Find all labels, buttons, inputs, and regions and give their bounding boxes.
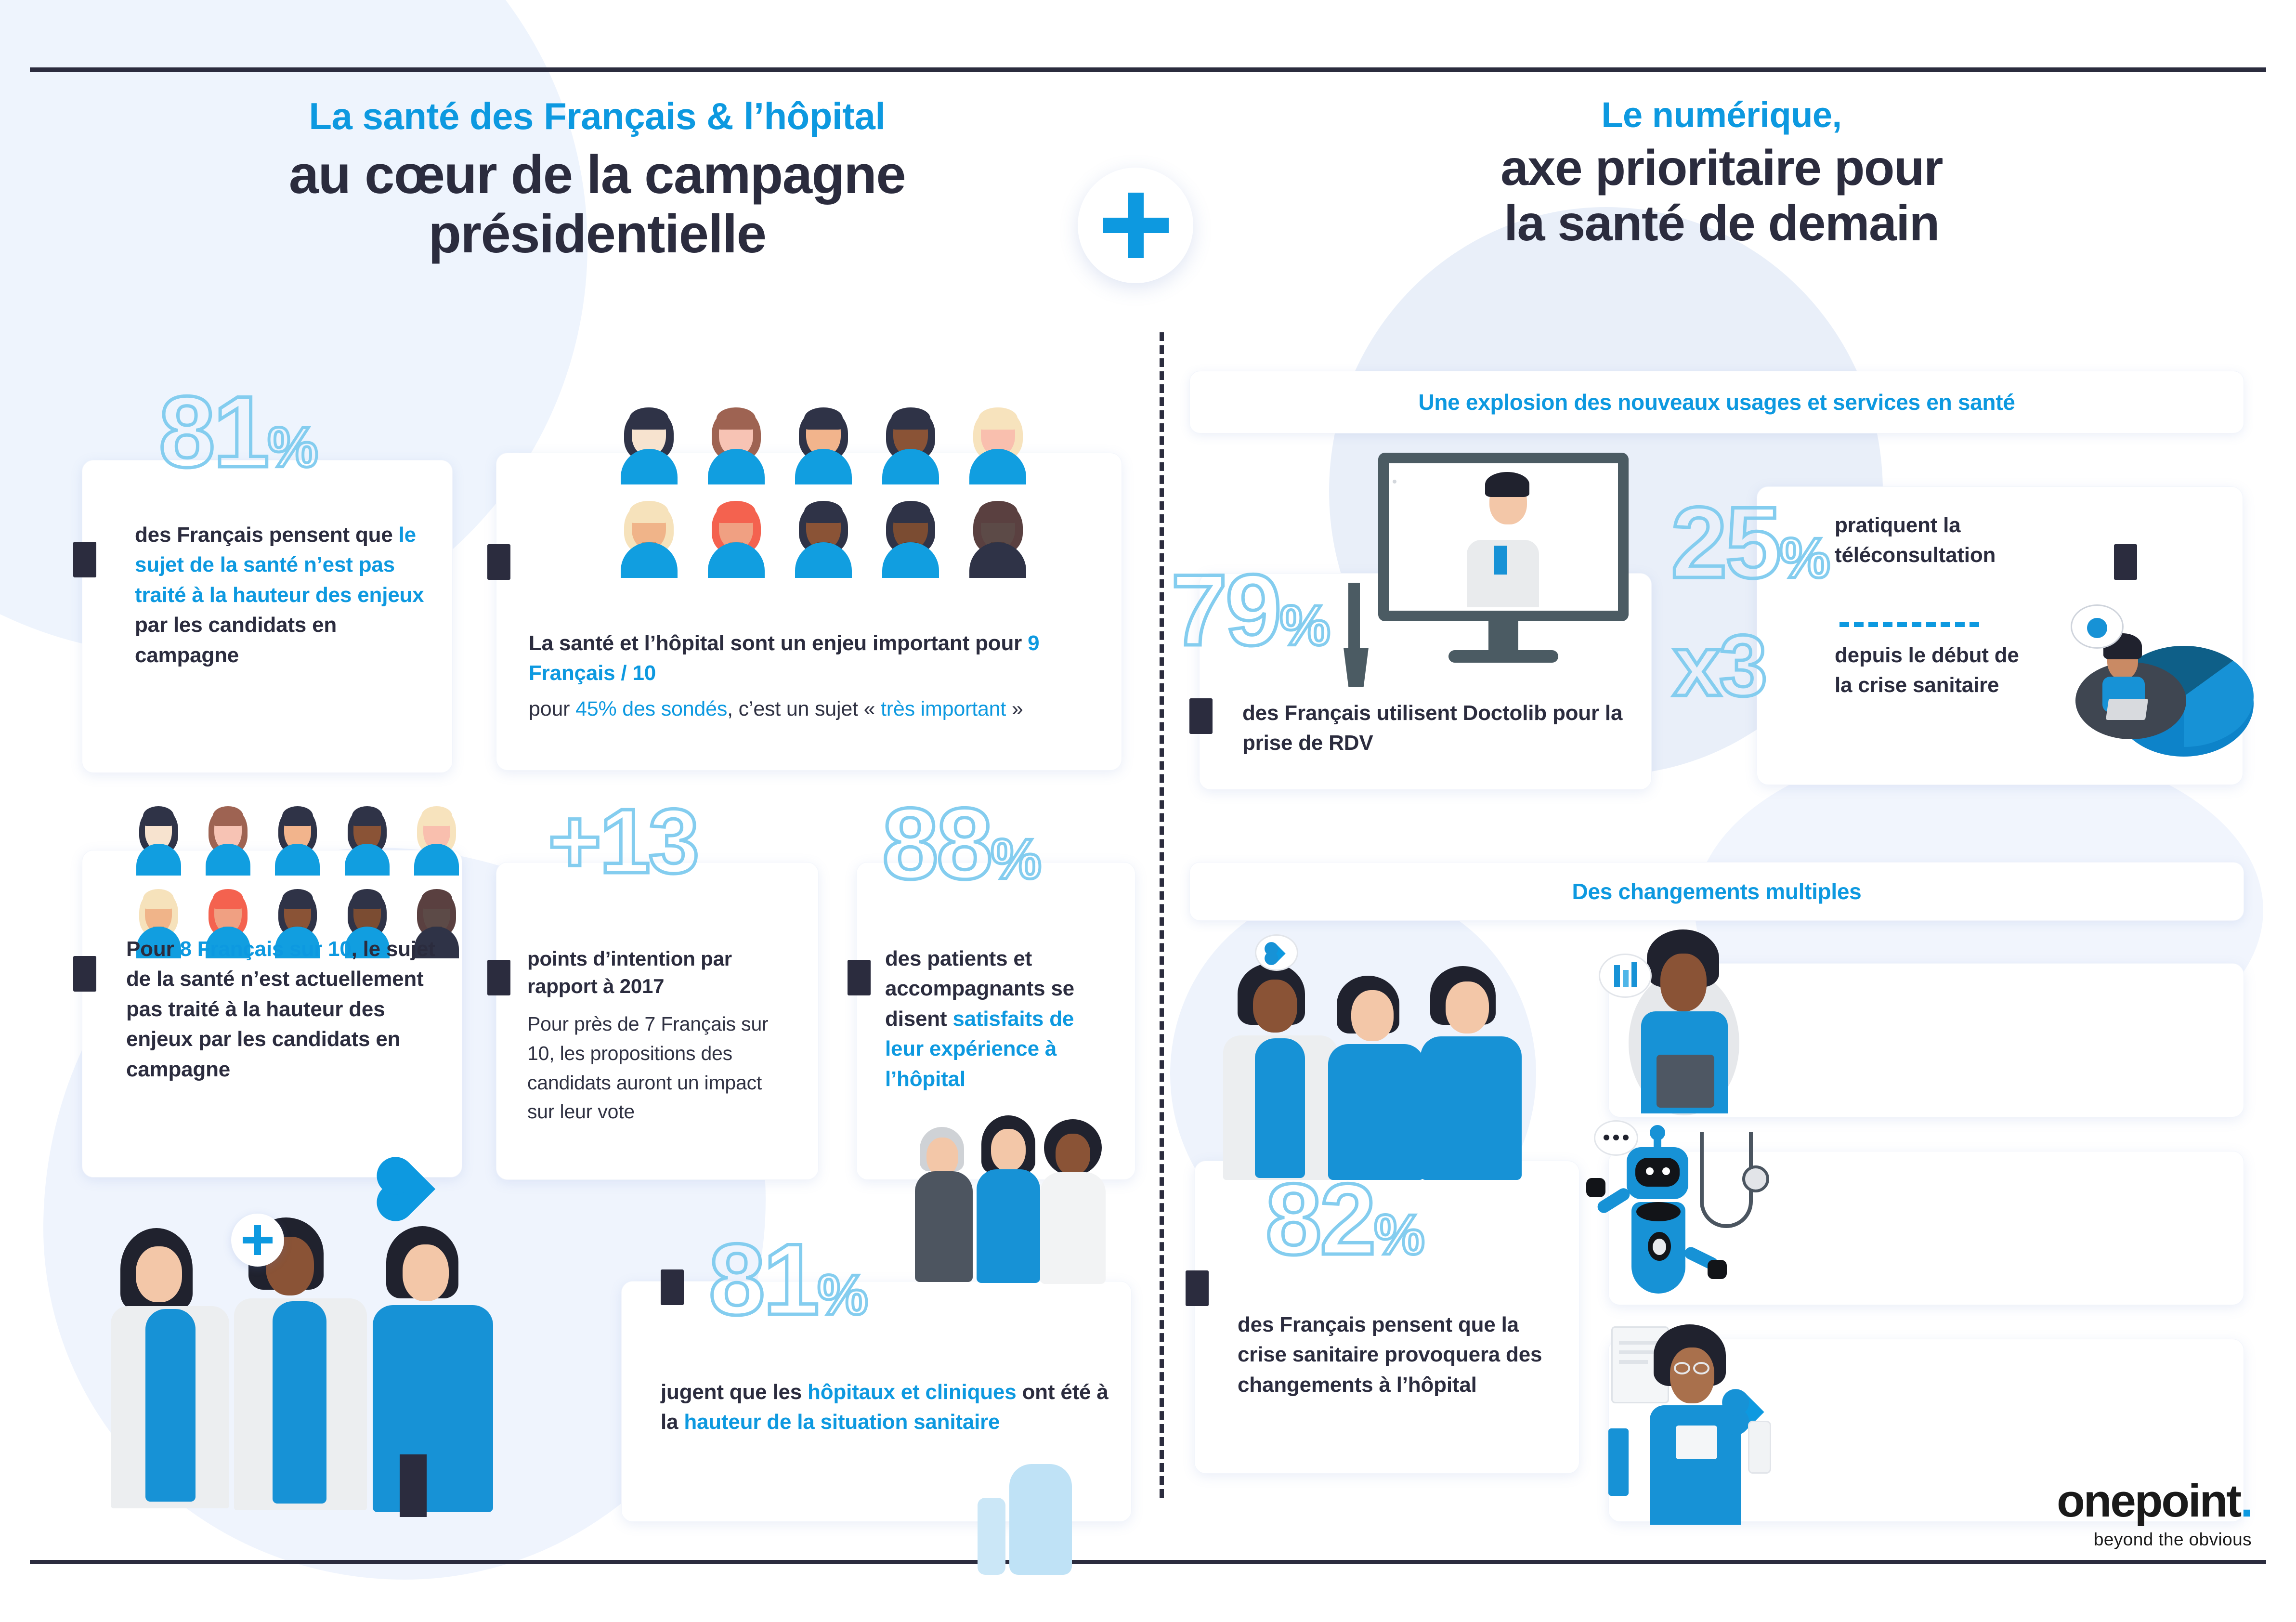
- card-x3-text: depuis le début de la crise sanitaire: [1835, 643, 2019, 697]
- card-marker-1: [73, 542, 96, 577]
- card-25-divider: [1839, 622, 1979, 627]
- avatar: [874, 400, 948, 484]
- stat-number-79: 79%: [1171, 553, 1330, 667]
- card-79-text: des Français utilisent Doctolib pour la prise de RDV: [1242, 701, 1623, 755]
- card-marker-r1: [1189, 698, 1213, 734]
- section-title-usages: Une explosion des nouveaux usages et services en santé: [1189, 371, 2244, 433]
- card-9f10-bold: La santé et l’hôpital sont un enjeu important pour 9 Français / 10: [529, 631, 1040, 685]
- avatar: [198, 799, 257, 876]
- column-divider: [1160, 332, 1164, 1498]
- brand-logo: [2057, 1475, 2252, 1550]
- card-9f10-light: pour 45% des sondés, c’est un sujet « très important »: [529, 697, 1023, 720]
- avatar: [699, 400, 773, 484]
- illustration-monitor-teleconsult: [1378, 453, 1629, 621]
- card-9f10-text: [529, 628, 1078, 724]
- right-headline-2: la santé de demain: [1504, 195, 1939, 251]
- card-marker-2: [487, 544, 510, 580]
- avatar: [338, 799, 396, 876]
- illustration-robot: [1589, 1117, 1748, 1310]
- plant-stem: [1348, 583, 1360, 655]
- logo-tagline: beyond the obvious: [2093, 1530, 2252, 1549]
- card-81-text-a: des Français pensent: [135, 523, 350, 547]
- card-marker-4: [487, 960, 510, 995]
- section-title-changements: Des changements multiples: [1189, 862, 2244, 921]
- card-8f10-text: Pour 8 Français sur 10, le sujet de la santé n’est actuellement pas traité à la hauteur des enjeux par les candidats en campagne: [126, 937, 435, 1081]
- right-heading-block: [1180, 96, 2263, 251]
- card-81-text-c: le sujet de la santé n’est pas traité à la hauteur des enjeux: [135, 523, 424, 607]
- plus-badge-small: [231, 1214, 284, 1267]
- card-25-text: pratiquent la téléconsultation: [1835, 513, 1996, 567]
- avatar: [407, 799, 466, 876]
- card-81-text: [135, 520, 433, 670]
- avatar: [786, 400, 861, 484]
- avatar: [786, 493, 861, 578]
- card-marker-5: [848, 960, 871, 995]
- right-headline-1: axe prioritaire pour: [1500, 140, 1943, 196]
- right-kicker: Le numérique,: [1601, 95, 1842, 135]
- card-plus13-light: Pour près de 7 Français sur 10, les propositions des candidats auront un impact sur leur vote: [527, 1013, 769, 1123]
- left-headline-2: présidentielle: [428, 203, 766, 264]
- stat-number-88: 88%: [882, 787, 1041, 900]
- left-kicker: La santé des Français & l’hôpital: [309, 95, 886, 137]
- right-column: [1180, 96, 2263, 251]
- avatar: [612, 400, 686, 484]
- card-plus13-bold: points d’intention par rapport à 2017: [527, 947, 732, 998]
- avatar: [961, 400, 1035, 484]
- card-88-text: des patients et accompagnants se disent satisfaits de leur expérience à l’hôpital: [885, 947, 1074, 1091]
- card-82-text: des Français pensent que la crise sanitaire provoquera des changements à l’hôpital: [1238, 1313, 1542, 1397]
- card-plus13-text: [527, 945, 787, 1126]
- card-81-hopitaux-text: jugent que les hôpitaux et cliniques ont été à la hauteur de la situation sanitaire: [661, 1380, 1109, 1434]
- avatar: [874, 493, 948, 578]
- left-column: [67, 96, 1127, 263]
- stat-number-81-top: 81%: [159, 375, 317, 488]
- illustration-healthcare-team: [1223, 929, 1560, 1180]
- avatar: [699, 493, 773, 578]
- stat-number-81-bottom: 81%: [709, 1223, 867, 1336]
- card-marker-3: [73, 956, 96, 992]
- card-marker-r2: [2114, 544, 2137, 580]
- stat-number-x3: x3: [1673, 617, 1766, 714]
- plus-icon: [1078, 168, 1193, 283]
- avatar: [612, 493, 686, 578]
- avatar: [129, 799, 188, 876]
- illustration-doctors-trio: [111, 1185, 573, 1522]
- card-marker-6: [661, 1269, 684, 1305]
- stat-number-plus13: +13: [548, 790, 698, 892]
- illustration-nurse-tablet: [1599, 915, 1758, 1117]
- illustration-doctor-clipboard: [1604, 1310, 1777, 1527]
- avatar: [961, 493, 1035, 578]
- logo-wordmark: onepoint.: [2057, 1475, 2252, 1527]
- bottom-rule: [30, 1560, 2266, 1564]
- avatar: [268, 799, 327, 876]
- illustration-patient-group: [915, 1112, 1117, 1281]
- stat-number-25: 25%: [1671, 486, 1829, 599]
- card-marker-r3: [1186, 1270, 1209, 1306]
- card-81-text-d: par les candidats en campagne: [135, 613, 337, 667]
- illustration-pie-chart-analyst: [2061, 604, 2254, 763]
- card-81-text-b: que: [355, 523, 399, 547]
- left-heading-block: [67, 96, 1127, 263]
- stat-number-82: 82%: [1265, 1163, 1424, 1276]
- thumbs-up-icon: [978, 1464, 1074, 1575]
- top-rule: [30, 67, 2266, 72]
- left-headline-1: au cœur de la campagne: [288, 144, 906, 205]
- avatar-grid-top: [612, 400, 1035, 578]
